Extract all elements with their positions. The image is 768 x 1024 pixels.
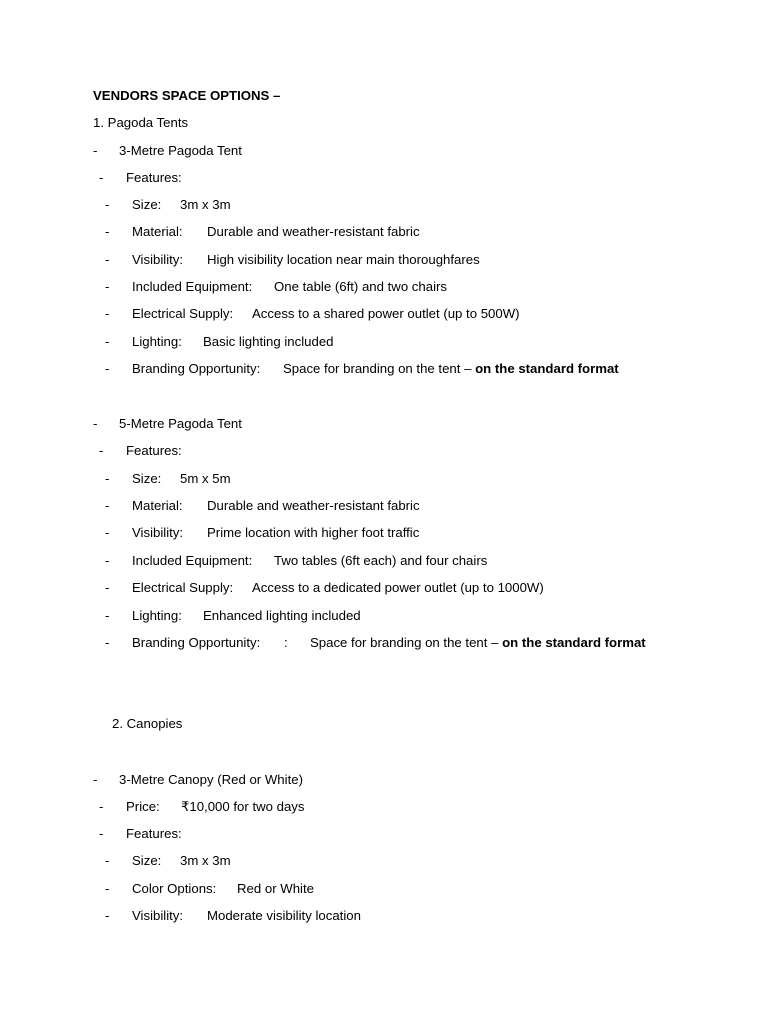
equipment-value: One table (6ft) and two chairs bbox=[274, 279, 447, 294]
list-dash: - bbox=[105, 471, 110, 486]
branding-value bbox=[310, 635, 646, 651]
list-dash: - bbox=[93, 772, 98, 787]
list-dash: - bbox=[99, 170, 104, 185]
price-value: ₹10,000 for two days bbox=[181, 799, 305, 814]
list-dash: - bbox=[105, 279, 110, 294]
size-value: 5m x 5m bbox=[180, 471, 231, 486]
equipment-label: Included Equipment: bbox=[132, 279, 253, 294]
page-title: VENDORS SPACE OPTIONS – bbox=[93, 88, 281, 103]
electrical-label: Electrical Supply: bbox=[132, 580, 234, 595]
list-dash: - bbox=[105, 498, 110, 513]
list-dash: - bbox=[105, 635, 110, 650]
equipment-label: Included Equipment: bbox=[132, 553, 253, 568]
list-dash: - bbox=[93, 143, 98, 158]
branding-bold-text: on the standard format bbox=[502, 635, 646, 650]
list-dash: - bbox=[105, 334, 110, 349]
item-name-5m-pagoda: 5-Metre Pagoda Tent bbox=[119, 416, 242, 431]
visibility-label: Visibility: bbox=[132, 525, 184, 540]
visibility-label: Visibility: bbox=[132, 252, 184, 267]
branding-value bbox=[283, 361, 619, 377]
list-dash: - bbox=[105, 881, 110, 896]
list-dash: - bbox=[93, 416, 98, 431]
electrical-value: Access to a shared power outlet (up to 500W) bbox=[252, 306, 520, 321]
material-value: Durable and weather-resistant fabric bbox=[207, 224, 420, 239]
item-name-3m-canopy: 3-Metre Canopy (Red or White) bbox=[119, 772, 303, 787]
features-label: Features: bbox=[126, 443, 182, 458]
material-value: Durable and weather-resistant fabric bbox=[207, 498, 420, 513]
features-label: Features: bbox=[126, 826, 182, 841]
material-label: Material: bbox=[132, 224, 183, 239]
visibility-value: High visibility location near main thoroughfares bbox=[207, 252, 480, 267]
branding-label: Branding Opportunity: bbox=[132, 635, 261, 650]
size-label: Size: bbox=[132, 853, 162, 868]
branding-label: Branding Opportunity: bbox=[132, 361, 261, 376]
list-dash: - bbox=[105, 197, 110, 212]
visibility-value: Moderate visibility location bbox=[207, 908, 361, 923]
list-dash: - bbox=[99, 826, 104, 841]
list-dash: - bbox=[105, 853, 110, 868]
list-dash: - bbox=[99, 443, 104, 458]
section-heading-pagoda-tents: 1. Pagoda Tents bbox=[93, 115, 189, 130]
lighting-value: Enhanced lighting included bbox=[203, 608, 361, 623]
branding-text: Space for branding on the tent – bbox=[310, 635, 503, 650]
list-dash: - bbox=[99, 799, 104, 814]
electrical-value: Access to a dedicated power outlet (up to 1000W) bbox=[252, 580, 544, 595]
material-label: Material: bbox=[132, 498, 183, 513]
branding-bold-text: on the standard format bbox=[475, 361, 619, 376]
lighting-label: Lighting: bbox=[132, 608, 182, 623]
color-label: Color Options: bbox=[132, 881, 217, 896]
list-dash: - bbox=[105, 608, 110, 623]
features-label: Features: bbox=[126, 170, 182, 185]
list-dash: - bbox=[105, 553, 110, 568]
lighting-label: Lighting: bbox=[132, 334, 182, 349]
list-dash: - bbox=[105, 224, 110, 239]
section-heading-canopies: 2. Canopies bbox=[112, 716, 183, 731]
size-value: 3m x 3m bbox=[180, 197, 231, 212]
size-label: Size: bbox=[132, 471, 162, 486]
list-dash: - bbox=[105, 252, 110, 267]
size-value: 3m x 3m bbox=[180, 853, 231, 868]
equipment-value: Two tables (6ft each) and four chairs bbox=[274, 553, 488, 568]
list-dash: - bbox=[105, 908, 110, 923]
item-name-3m-pagoda: 3-Metre Pagoda Tent bbox=[119, 143, 242, 158]
visibility-value: Prime location with higher foot traffic bbox=[207, 525, 420, 540]
visibility-label: Visibility: bbox=[132, 908, 184, 923]
branding-text: Space for branding on the tent – bbox=[283, 361, 476, 376]
list-dash: - bbox=[105, 306, 110, 321]
size-label: Size: bbox=[132, 197, 162, 212]
price-label: Price: bbox=[126, 799, 160, 814]
list-dash: - bbox=[105, 525, 110, 540]
list-dash: - bbox=[105, 580, 110, 595]
color-value: Red or White bbox=[237, 881, 314, 896]
list-dash: - bbox=[105, 361, 110, 376]
electrical-label: Electrical Supply: bbox=[132, 306, 234, 321]
branding-colon: : bbox=[284, 635, 288, 650]
lighting-value: Basic lighting included bbox=[203, 334, 334, 349]
